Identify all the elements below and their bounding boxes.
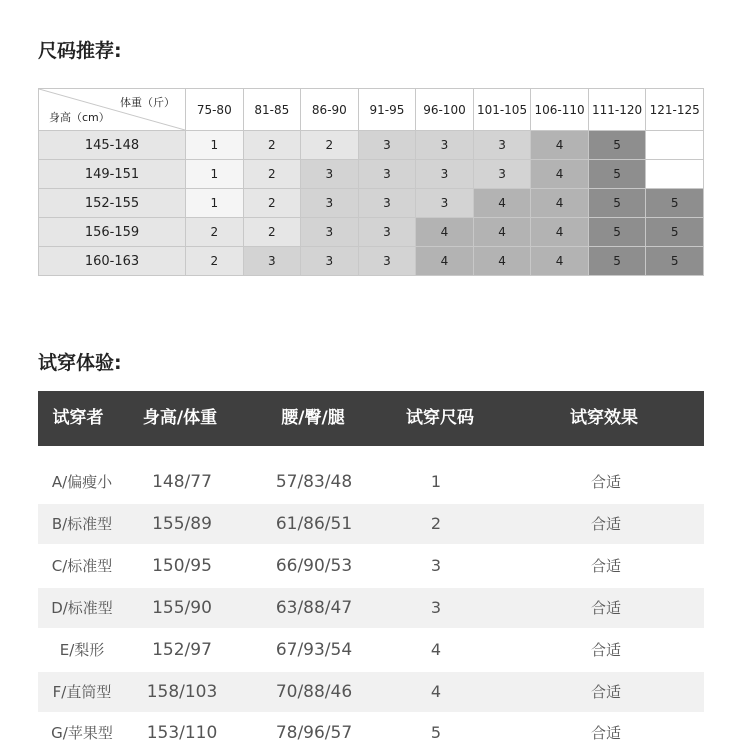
effect-cell: 合适 [590, 557, 622, 575]
weight-range-header: 91-95 [358, 89, 416, 131]
empty-size-cell [646, 131, 704, 160]
size-cell: 3 [416, 160, 474, 189]
effect-cell: 合适 [590, 599, 622, 617]
try-on-row [38, 504, 704, 544]
measurements-cell: 63/88/47 [275, 598, 353, 618]
height-weight-cell: 153/110 [146, 723, 218, 743]
size-cell: 3 [430, 556, 442, 575]
size-cell: 5 [588, 131, 646, 160]
header-height-weight: 身高/体重 [142, 408, 218, 428]
weight-range-header: 75-80 [186, 89, 244, 131]
tester-cell: E/梨形 [59, 641, 105, 659]
size-cell: 3 [473, 131, 531, 160]
height-axis-label: 身高（cm） [49, 111, 110, 124]
header-measurements: 腰/臀/腿 [281, 408, 345, 428]
size-cell: 3 [243, 247, 301, 276]
try-on-row [38, 462, 704, 502]
height-weight-cell: 155/90 [152, 598, 212, 618]
size-cell: 4 [416, 247, 474, 276]
size-cell: 2 [243, 189, 301, 218]
size-cell: 4 [531, 247, 589, 276]
size-cell: 4 [430, 640, 442, 659]
size-row [39, 218, 704, 247]
measurements-cell: 78/96/57 [275, 723, 353, 743]
size-row [39, 189, 704, 218]
size-cell: 1 [186, 160, 244, 189]
size-row [39, 160, 704, 189]
size-cell: 4 [531, 218, 589, 247]
size-cell: 2 [243, 218, 301, 247]
header-effect: 试穿效果 [570, 408, 638, 428]
try-on-header [38, 391, 704, 446]
height-range-label: 156-159 [39, 218, 186, 247]
height-weight-cell: 150/95 [152, 556, 212, 576]
size-cell: 1 [430, 472, 442, 491]
size-cell: 3 [358, 131, 416, 160]
header-size: 试穿尺码 [406, 408, 474, 428]
size-row [39, 247, 704, 276]
size-cell: 4 [473, 247, 531, 276]
tester-cell: A/偏瘦小 [51, 473, 113, 491]
size-cell: 3 [416, 131, 474, 160]
measurements-cell: 57/83/48 [275, 472, 353, 492]
size-cell: 3 [301, 218, 359, 247]
size-cell: 5 [588, 218, 646, 247]
height-range-label: 152-155 [39, 189, 186, 218]
measurements-cell: 66/90/53 [275, 556, 353, 576]
size-row [39, 131, 704, 160]
size-cell: 3 [301, 247, 359, 276]
size-cell: 2 [243, 160, 301, 189]
size-cell: 3 [430, 598, 442, 617]
weight-range-header: 106-110 [531, 89, 589, 131]
size-cell: 2 [186, 247, 244, 276]
size-cell: 1 [186, 189, 244, 218]
height-range-label: 149-151 [39, 160, 186, 189]
try-on-row [38, 588, 704, 628]
size-cell: 4 [531, 160, 589, 189]
size-cell: 5 [430, 723, 442, 742]
size-cell: 2 [186, 218, 244, 247]
size-cell: 2 [243, 131, 301, 160]
try-on-row [38, 630, 704, 670]
size-cell: 3 [301, 160, 359, 189]
size-cell: 5 [588, 247, 646, 276]
try-on-title: 试穿体验: [38, 352, 122, 374]
try-on-row [38, 713, 704, 753]
height-weight-cell: 152/97 [152, 640, 212, 660]
measurements-cell: 70/88/46 [275, 682, 353, 702]
size-cell: 5 [646, 189, 704, 218]
effect-cell: 合适 [590, 724, 622, 742]
size-cell: 4 [531, 131, 589, 160]
height-weight-cell: 148/77 [152, 472, 212, 492]
height-weight-corner-cell [39, 89, 186, 131]
weight-range-header: 86-90 [301, 89, 359, 131]
size-cell: 3 [358, 247, 416, 276]
measurements-cell: 67/93/54 [275, 640, 353, 660]
height-range-label: 160-163 [39, 247, 186, 276]
tester-cell: F/直筒型 [52, 683, 112, 701]
height-weight-cell: 158/103 [146, 682, 218, 702]
effect-cell: 合适 [590, 473, 622, 491]
size-cell: 4 [531, 189, 589, 218]
weight-range-header: 81-85 [243, 89, 301, 131]
weight-header-row [39, 89, 704, 131]
height-weight-cell: 155/89 [152, 514, 212, 534]
size-cell: 5 [588, 160, 646, 189]
empty-size-cell [646, 160, 704, 189]
size-cell: 3 [358, 160, 416, 189]
size-cell: 4 [473, 218, 531, 247]
weight-range-header: 111-120 [588, 89, 646, 131]
effect-cell: 合适 [590, 683, 622, 701]
size-cell: 3 [358, 218, 416, 247]
measurements-cell: 61/86/51 [275, 514, 353, 534]
size-cell: 3 [416, 189, 474, 218]
tester-cell: B/标准型 [51, 515, 113, 533]
tester-cell: D/标准型 [51, 599, 113, 617]
try-on-row [38, 672, 704, 712]
tester-cell: G/苹果型 [51, 724, 113, 742]
size-cell: 4 [430, 682, 442, 701]
size-cell: 2 [301, 131, 359, 160]
size-recommendation-title: 尺码推荐: [38, 40, 122, 62]
size-cell: 3 [473, 160, 531, 189]
weight-range-header: 101-105 [473, 89, 531, 131]
size-cell: 5 [646, 247, 704, 276]
size-cell: 3 [301, 189, 359, 218]
size-recommendation-table [38, 88, 704, 276]
weight-axis-label: 体重（斤） [120, 96, 175, 109]
size-cell: 4 [473, 189, 531, 218]
effect-cell: 合适 [590, 515, 622, 533]
size-cell: 1 [186, 131, 244, 160]
header-tester: 试穿者 [52, 408, 104, 428]
height-range-label: 145-148 [39, 131, 186, 160]
tester-cell: C/标准型 [51, 557, 113, 575]
size-cell: 5 [646, 218, 704, 247]
try-on-row [38, 546, 704, 586]
size-cell: 2 [430, 514, 442, 533]
size-cell: 4 [416, 218, 474, 247]
weight-range-header: 121-125 [646, 89, 704, 131]
effect-cell: 合适 [590, 641, 622, 659]
weight-range-header: 96-100 [416, 89, 474, 131]
size-cell: 3 [358, 189, 416, 218]
size-cell: 5 [588, 189, 646, 218]
